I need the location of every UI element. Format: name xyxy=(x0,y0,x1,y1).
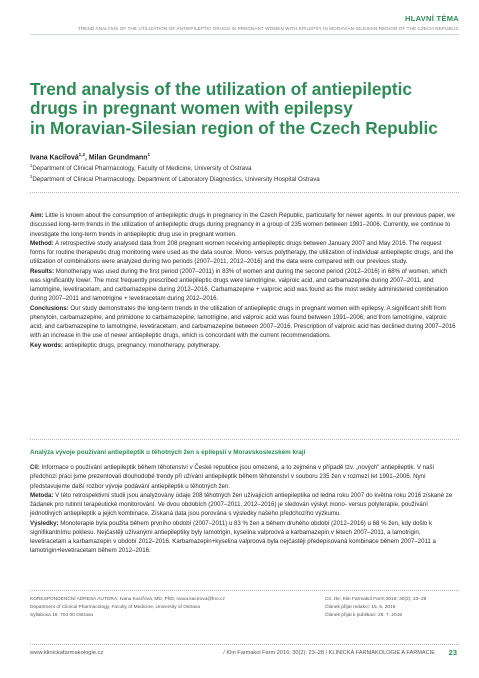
affiliation-number: 1 xyxy=(30,163,33,168)
abstract-text: V této retrospektivní studii jsou analyzovány údaje 208 těhotných žen užívajících antiepileptika od ledna roku 2007 do května roku 2016 získané ze žádanek pro rutinní terapeutické monitorování. Ve dvou obdobích (2007–2011, 2012–2016) je sledován výskyt mono- versus polyterapie, používání jednotlivých antiepileptik a jejich kombinace. Získaná data jsou porována s výsledky našeho předchozího výzkumu. xyxy=(30,491,453,518)
abstract-label: Výsledky: xyxy=(30,519,59,527)
title-line-1: Trend analysis of the utilization of antiepileptic xyxy=(30,79,412,99)
correspondence-line: Syllabova 19, 703 00 Ostrava xyxy=(30,613,93,619)
article-title xyxy=(30,80,460,138)
author-name: Milan Grundmann xyxy=(88,154,148,162)
author-affiliation-mark: 1,2 xyxy=(78,152,86,157)
citation-block xyxy=(325,596,465,621)
abstract-label: Aim: xyxy=(30,212,44,219)
abstract-text: Our study demonstrates the long-term trends in the utilization of antiepileptic drugs in pregnant women with epilepsy. A significant shift from phenytoin, carbamazepine, and primidone to carbamazepine, lamotrigine, and valproic acid was found between 1991–2006, and from lamotrigine, valproic acid, and carbamazepine to lamotrigine, levetiracetam, and carbamazepine between 2007–2016. Prescription of valproic acid has declined during 2007–2016 with an increase in the use of newer antiepileptic drugs, which is concordant with the current recommendations. xyxy=(30,304,456,340)
title-line-3: in Moravian-Silesian region of the Czech Republic xyxy=(30,117,438,138)
author-affiliation-mark: 1 xyxy=(147,152,151,157)
czech-abstract-title: Analýza vývoje používání antiepileptik u těhotných žen s epilepsií v Moravskoslezském kraji xyxy=(30,449,306,456)
abstract-text: Monotherapy was used during the first period (2007–2011) in 83% of women and during the second period (2012–2016) in 68% of women, which was significantly lower. The most frequently prescribed antiepileptic drugs were lamotrigine, valproic acid, and carbamazepine during 2007–2011, and lamotrigine, levetiracetam, and carbamazepine during 2012–2016. Carbamazepine + valproic acid was found as the most widely administered combination during 2007–2011 and lamotrigine + levetiracetam during 2012–2016. xyxy=(30,267,448,303)
correspondence-block xyxy=(30,596,290,621)
section-divider xyxy=(30,192,459,193)
section-tag: HLAVNÍ TÉMA xyxy=(405,14,459,23)
affiliation-1 xyxy=(30,163,460,172)
abstract-label: Results: xyxy=(30,267,55,275)
abstract-conclusions xyxy=(30,304,458,341)
abstract-method xyxy=(30,239,458,267)
title-line-2: drugs in pregnant women with epilepsy xyxy=(30,98,353,119)
affiliation-number: 2 xyxy=(30,174,33,179)
affiliation-text: Department of Clinical Pharmacology, Faculty of Medicine, University of Ostrava xyxy=(32,165,252,173)
correspondence-line: Department of Clinical Pharmacology, Faculty of Medicine, University of Ostrava xyxy=(30,605,200,611)
abstract-label: Metoda: xyxy=(30,491,54,499)
english-abstract xyxy=(30,211,458,350)
accepted-date: Článek přijat k publikaci: 26. 7. 2016 xyxy=(325,613,403,619)
affiliation-text: Department of Clinical Pharmacology, Department of Laboratory Diagnostics, University Hospital Ostrava xyxy=(32,176,320,184)
czech-abstract-metoda xyxy=(30,491,458,519)
abstract-text: Monoterapie byla použita během prvního období (2007–2011) u 83 % žen a během druhého období (2012–2016) u 68 % žen, kdy došlo k signifikantnímu poklesu. Nejčastěji užívanými antiepileptiky byly lamotrigin, kyselina valproová a karbamazepin v letech 2007–2011, a lamotrigin, levetiracetam a karbamazepin v období 2012–2016. Karbamazepin+kyselina valproová byla nejčastěji předepisovaná kombinace během 2007–2011 a lamotrigin+levetiracetam během 2012–2016. xyxy=(30,519,436,555)
author-separator: , xyxy=(85,154,89,162)
running-header: TREND ANALYSIS OF THE UTILIZATION OF ANTIEPILEPTIC DRUGS IN PREGNANT WOMEN WITH EPILEPSY IN MORAVIAN-SILESIAN REGION OF THE CZECH REPUBLIC xyxy=(77,26,459,31)
page-number: 23 xyxy=(448,648,457,657)
czech-abstract-vysledky xyxy=(30,519,458,556)
abstract-keywords xyxy=(30,341,458,350)
author-name: Ivana Kacířová xyxy=(30,154,79,162)
abstract-label: Conclusions: xyxy=(30,304,69,312)
czech-abstract-cil xyxy=(30,463,458,491)
abstract-label: Cíl: xyxy=(30,464,40,471)
abstract-label: Method: xyxy=(30,239,54,247)
header-divider xyxy=(30,34,459,35)
section-divider xyxy=(30,439,459,440)
abstract-text: Informace o používání antiepileptik během těhotenství v České republice jsou omezené, a to zejména v případě tzv. „nových" antiepileptik. V naší předchozí práci jsme prezentovali dlouhodobé trendy při užívání antiepileptik během těhotenství v souboru 235 žen v rozmezí let 1991–2006. Nyní představujeme další rozbor vývoje podávání antiepileptik u těhotných žen. xyxy=(30,464,435,490)
footer-divider xyxy=(30,644,459,645)
abstract-text: A retrospective study analysed data from 208 pregnant women receiving antiepileptic drugs between January 2007 and May 2016. The request forms for routine therapeutic drug monitoring were used as the data source. Mono- versus polytherapy, the utilization of individual antiepileptic drugs, and the utilization of combinations were analyzed during two periods (2007–2011, 2012–2016) and the data were compared with our previous study. xyxy=(30,239,454,266)
author-list xyxy=(30,152,460,161)
received-date: Článek přijat redakcí: 15. 6. 2016 xyxy=(325,605,396,611)
abstract-text: antiepileptic drugs, pregnancy, monotherapy, polytherapy. xyxy=(62,341,221,349)
correspondence-line: KORESPONDENČNÍ ADRESA AUTORA: Ivana Kacířová, MD, PhD, ivana.kacirova@fno.cz xyxy=(30,597,225,602)
citation-line: Cit. zkr: Klin Farmakol Farm 2016; 30(2): 23–28 xyxy=(325,597,427,602)
section-divider xyxy=(30,590,459,591)
abstract-label: Key words: xyxy=(30,341,63,349)
abstract-results xyxy=(30,267,458,304)
footer-journal: / Klin Farmakol Farm 2016; 30(2): 23–28 / KLINICKÁ FARMAKOLOGIE A FARMACIE xyxy=(223,650,435,656)
footer-url: www.klinickafarmakologie.cz xyxy=(30,650,104,656)
affiliation-2 xyxy=(30,174,460,183)
czech-abstract xyxy=(30,463,458,556)
abstract-text: Little is known about the consumption of antiepileptic drugs in pregnancy in the Czech Republic, particularly for newer agents. In our previous paper, we discussed long-term trends in the utilization of antiepileptic drugs during pregnancy in a group of 235 women between 1991–2006. Currently, we continue to investigate the long-term trends in antiepileptic drug use in pregnant women. xyxy=(30,212,455,238)
abstract-aim xyxy=(30,211,458,239)
